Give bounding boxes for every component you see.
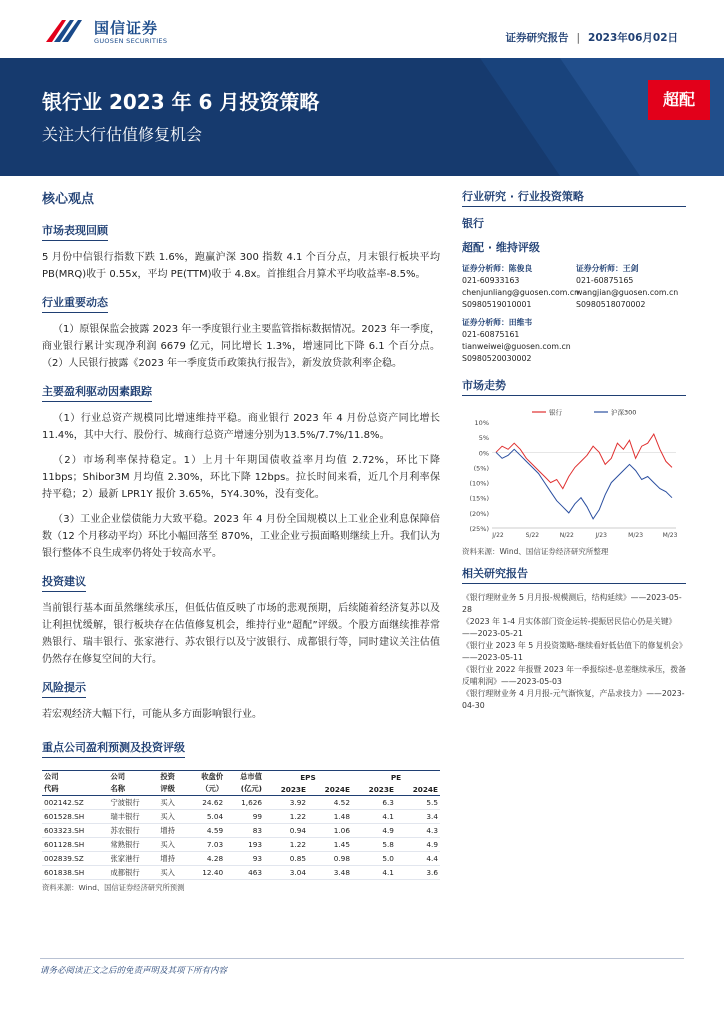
title-banner: [0, 58, 724, 176]
col-header: 2023E: [352, 783, 396, 796]
series-line-0: [496, 434, 672, 489]
analyst-card: [462, 317, 686, 365]
table-cell: 常熟银行: [109, 838, 159, 852]
section-paragraph: （3）工业企业偿债能力大致平稳。2023 年 4 月份全国规模以上工业企业利息保障倍数（12 个月移动平均）环比小幅回落至 870%，工业企业亏损面略则继续上升。我们认为银行整体不良生成率仍将处于较高水平。: [42, 514, 440, 559]
table-cell: 3.4: [396, 810, 440, 824]
analyst-cert: S0980518070002: [576, 300, 646, 309]
logo-cn-text: 国信证券: [94, 19, 159, 37]
table-cell: 5.8: [352, 838, 396, 852]
table-cell: 4.1: [352, 810, 396, 824]
section-industry-news: [42, 291, 440, 372]
report-title: 银行业 2023 年 6 月投资策略: [42, 90, 320, 114]
table-cell: 增持: [158, 824, 186, 838]
table-header-row: [42, 783, 440, 796]
industry-rating: 超配 · 维持评级: [462, 241, 540, 254]
core-views: [42, 188, 440, 731]
table-cell: 4.4: [396, 852, 440, 866]
related-reports-list: [462, 592, 686, 712]
report-subtitle: 关注大行估值修复机会: [42, 125, 203, 144]
col-header: 名称: [109, 783, 159, 796]
table-cell: 5.0: [352, 852, 396, 866]
col-header: （元）: [186, 783, 225, 796]
table-cell: 601128.SH: [42, 838, 109, 852]
table-cell: 0.94: [264, 824, 308, 838]
table-cell: 99: [225, 810, 264, 824]
report-type: 证券研究报告: [505, 32, 569, 44]
analyst-phone: 021-60933163: [462, 276, 520, 285]
section-paragraph: 若宏观经济大幅下行，可能从多方面影响银行业。: [42, 709, 262, 720]
table-cell: 5.5: [396, 796, 440, 810]
x-tick-label: J/23: [595, 532, 607, 539]
table-cell: 12.40: [186, 866, 225, 880]
table-cell: 增持: [158, 852, 186, 866]
table-cell: 1.45: [308, 838, 352, 852]
table-cell: 6.3: [352, 796, 396, 810]
col-header: 评级: [158, 783, 186, 796]
table-cell: 5.04: [186, 810, 225, 824]
analyst-list: [462, 263, 686, 311]
table-cell: 601838.SH: [42, 866, 109, 880]
table-cell: 4.1: [352, 866, 396, 880]
y-tick-label: (10%): [469, 479, 489, 488]
section-profit-drivers: [42, 380, 440, 562]
col-header: 公司: [42, 771, 109, 784]
section-paragraph: （1）原银保监会披露 2023 年一季度银行业主要监管指标数据情况。2023 年一季度，商业银行累计实现净利润 6679 亿元，同比增长 1.3%，增速同比下降 6.1 个百分点。（2）人民银行披露《2023 年一季度货币政策执行报告》，新发放贷款利率企稳。: [42, 324, 440, 369]
table-cell: 4.28: [186, 852, 225, 866]
col-header: 公司: [109, 771, 159, 784]
analyst-email[interactable]: tianweiwei@guosen.com.cn: [462, 342, 571, 351]
chart-source: 资料来源：Wind、国信证券经济研究所整理: [462, 547, 609, 556]
table-row: [42, 852, 440, 866]
forecast-table-block: [42, 736, 440, 893]
table-cell: 买入: [158, 838, 186, 852]
section-title: 主要盈利驱动因素跟踪: [42, 383, 152, 402]
col-header: 2024E: [396, 783, 440, 796]
table-cell: 4.9: [352, 824, 396, 838]
table-cell: 苏农银行: [109, 824, 159, 838]
related-report-link[interactable]: 《2023 年 1-4 月实体部门资金运转-提振居民信心仍是关键》——2023-05-21: [462, 617, 677, 638]
analyst-phone: 021-60875161: [462, 330, 520, 339]
table-cell: 0.85: [264, 852, 308, 866]
table-cell: 1.22: [264, 838, 308, 852]
x-tick-label: J/22: [492, 532, 504, 539]
table-cell: 0.98: [308, 852, 352, 866]
col-header: 投资: [158, 771, 186, 784]
table-cell: 83: [225, 824, 264, 838]
col-header: 收盘价: [186, 771, 225, 784]
table-row: [42, 796, 440, 810]
table-cell: 3.92: [264, 796, 308, 810]
report-category: 行业研究 · 行业投资策略: [462, 188, 686, 207]
analyst-name: 证券分析师：陈俊良: [462, 264, 533, 273]
section-paragraph: 当前银行基本面虽然继续承压，但低估值反映了市场的悲观预期，后续随着经济复苏以及让利担忧缓解，银行板块存在估值修复机会，维持行业“超配”评级。个股方面继续推荐常熟银行、瑞丰银行、张家港行、苏农银行以及宁波银行、成都银行等，同时建议关注估值仍然存在修复空间的大行。: [42, 603, 440, 665]
analyst-card: [462, 263, 580, 311]
table-cell: 463: [225, 866, 264, 880]
market-trend-chart: [462, 404, 686, 540]
table-row: [42, 810, 440, 824]
table-cell: 3.04: [264, 866, 308, 880]
table-cell: 601528.SH: [42, 810, 109, 824]
table-cell: 4.9: [396, 838, 440, 852]
related-report-link[interactable]: 《银行业 2022 年报暨 2023 年一季报综述-息差继续承压，拨备反哺利润》——2023-05-03: [462, 665, 686, 686]
x-tick-label: S/22: [525, 532, 540, 539]
table-row: [42, 824, 440, 838]
series-line-1: [496, 449, 672, 519]
analyst-card: [576, 263, 686, 311]
disclaimer-footer: 请务必阅读正文之后的免责声明及其项下所有内容: [40, 958, 684, 976]
section-paragraph: 5 月份中信银行指数下跌 1.6%，跑赢沪深 300 指数 4.1 个百分点，月末银行板块平均 PB(MRQ)收于 0.55x，平均 PE(TTM)收于 4.8x。首推组合月算术平均收益率-8.5%。: [42, 252, 440, 280]
col-header-pe: PE: [352, 771, 440, 784]
section-market-review: [42, 219, 440, 283]
y-tick-label: 5%: [478, 434, 489, 443]
col-header: 总市值: [225, 771, 264, 784]
y-tick-label: (5%): [473, 464, 489, 473]
sidebar: [462, 188, 686, 712]
y-tick-label: (25%): [469, 525, 489, 533]
table-cell: 24.62: [186, 796, 225, 810]
analyst-cert: S0980520030002: [462, 354, 532, 363]
trend-title: 市场走势: [462, 377, 686, 396]
analyst-email[interactable]: chenjunliang@guosen.com.cn: [462, 288, 580, 297]
table-cell: 603323.SH: [42, 824, 109, 838]
table-cell: 7.03: [186, 838, 225, 852]
col-header: 代码: [42, 783, 109, 796]
y-tick-label: (20%): [469, 509, 489, 518]
header-meta: [506, 30, 679, 45]
core-heading: 核心观点: [42, 192, 95, 207]
table-row: [42, 866, 440, 880]
legend-label: 银行: [549, 408, 562, 417]
col-header: 2024E: [308, 783, 352, 796]
table-cell: 3.48: [308, 866, 352, 880]
analyst-name: 证券分析师：田维韦: [462, 318, 533, 327]
rating-badge: 超配: [648, 80, 710, 120]
logo-en-text: GUOSEN SECURITIES: [94, 37, 168, 45]
table-cell: 瑞丰银行: [109, 810, 159, 824]
analyst-email[interactable]: wangjian@guosen.com.cn: [576, 288, 679, 297]
table-cell: 张家港行: [109, 852, 159, 866]
industry-name: 银行: [462, 217, 484, 230]
col-header: 2023E: [264, 783, 308, 796]
section-title: 投资建议: [42, 573, 86, 592]
analyst-cert: S0980519010001: [462, 300, 532, 309]
section-title: 行业重要动态: [42, 294, 108, 313]
page-header: [0, 0, 724, 58]
table-cell: 3.6: [396, 866, 440, 880]
table-cell: 宁波银行: [109, 796, 159, 810]
table-cell: 4.3: [396, 824, 440, 838]
analyst-name: 证券分析师：王剑: [576, 264, 639, 273]
table-cell: 1.48: [308, 810, 352, 824]
section-risk: [42, 676, 440, 723]
report-date: 2023年06月02日: [588, 32, 678, 44]
table-cell: 1.22: [264, 810, 308, 824]
company-logo: [44, 16, 204, 50]
table-cell: 成都银行: [109, 866, 159, 880]
related-report-link[interactable]: 《银行理财业务 4 月月报-元气渐恢复，产品求技力》——2023-04-30: [462, 689, 685, 710]
related-reports-title: 相关研究报告: [462, 565, 686, 584]
guosen-logo-icon: [44, 16, 84, 48]
table-title: 重点公司盈利预测及投资评级: [42, 739, 185, 758]
x-tick-label: M/23: [662, 532, 678, 539]
section-paragraph: （2）市场利率保持稳定。1）上月十年期国债收益率月均值 2.72%，环比下降 11bps；Shibor3M 月均值 2.30%，环比下降 12bps。拉长时间来看，近几个月利率保持平稳；2）最新 LPR1Y 报价 3.65%，5Y4.30%，没有变化。: [42, 455, 440, 500]
table-source: 资料来源：Wind、国信证券经济研究所预测: [42, 883, 185, 892]
table-cell: 93: [225, 852, 264, 866]
section-paragraph: （1）行业总资产规模同比增速维持平稳。商业银行 2023 年 4 月份总资产同比增长 11.4%，其中大行、股份行、城商行总资产增速分别为13.5%/7.7%/11.8%。: [42, 413, 440, 441]
analyst-phone: 021-60875165: [576, 276, 634, 285]
table-cell: 002142.SZ: [42, 796, 109, 810]
table-cell: 1.06: [308, 824, 352, 838]
col-header-eps: EPS: [264, 771, 352, 784]
banner-background: [0, 58, 724, 176]
table-cell: 买入: [158, 866, 186, 880]
forecast-table: [42, 770, 440, 880]
table-row: [42, 838, 440, 852]
col-header: (亿元): [225, 783, 264, 796]
header-separator: |: [576, 32, 581, 44]
table-cell: 002839.SZ: [42, 852, 109, 866]
legend-label: 沪深300: [611, 408, 637, 417]
section-investment-advice: [42, 570, 440, 668]
x-tick-label: N/22: [559, 532, 574, 539]
y-tick-label: 0%: [478, 449, 489, 458]
table-cell: 4.59: [186, 824, 225, 838]
x-tick-label: M/23: [628, 532, 644, 539]
related-report-link[interactable]: 《银行业 2023 年 5 月投资策略-继续看好低估值下的修复机会》——2023-05-11: [462, 641, 683, 662]
table-cell: 1,626: [225, 796, 264, 810]
y-tick-label: (15%): [469, 494, 489, 503]
table-cell: 买入: [158, 796, 186, 810]
table-cell: 193: [225, 838, 264, 852]
section-title: 市场表现回顾: [42, 222, 108, 241]
section-title: 风险提示: [42, 679, 86, 698]
related-report-link[interactable]: 《银行理财业务 5 月月报-规模测后，结构延续》——2023-05-28: [462, 593, 682, 614]
table-cell: 4.52: [308, 796, 352, 810]
table-header-row: [42, 771, 440, 784]
table-cell: 买入: [158, 810, 186, 824]
y-tick-label: 10%: [474, 419, 489, 427]
